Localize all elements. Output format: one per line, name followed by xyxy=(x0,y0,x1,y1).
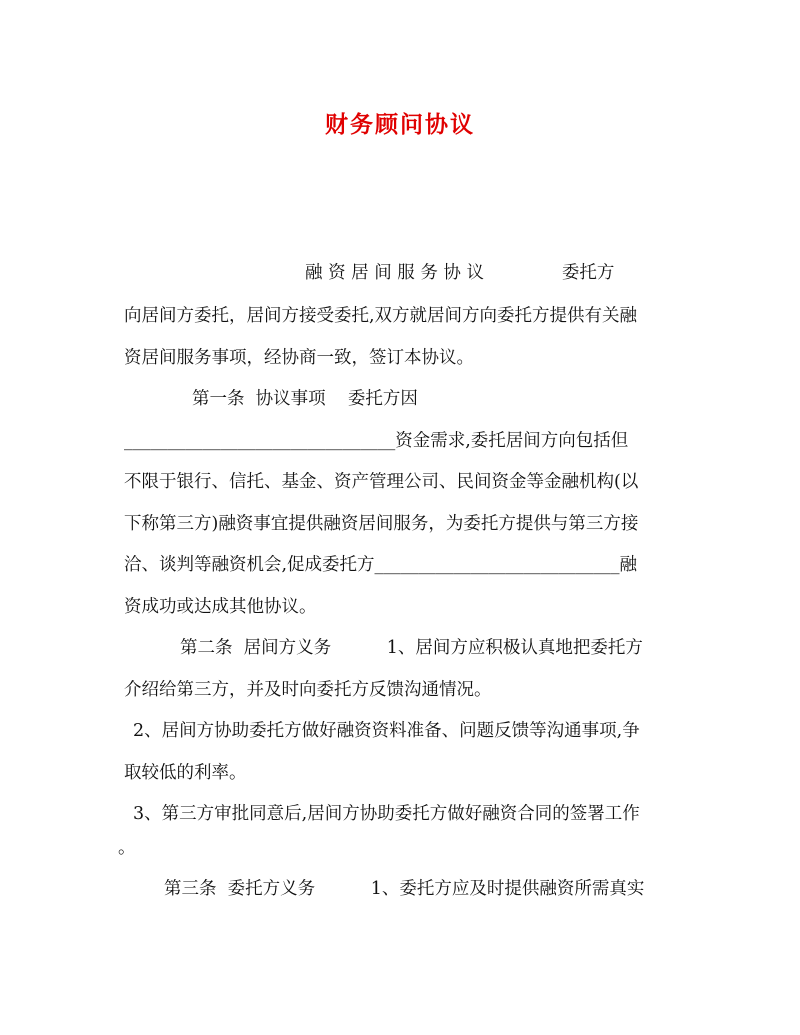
body-line: 介绍给第三方，并及时向委托方反馈沟通情况。 xyxy=(124,680,492,700)
body-line: 向居间方委托，居间方接受委托,双方就居间方向委托方提供有关融 xyxy=(124,306,638,326)
body-line: 第一条 协议事项 委托方因 xyxy=(192,389,418,409)
body-line: 取较低的利率。 xyxy=(124,763,247,783)
body-line: 融 资 居 间 服 务 协 议 委托方 xyxy=(305,263,615,283)
body-line: 第二条 居间方义务 1、居间方应积极认真地把委托方 xyxy=(180,638,643,658)
body-line: 不限于银行、信托、基金、资产管理公司、民间资金等金融机构(以 xyxy=(124,472,639,492)
body-line: 。 xyxy=(118,838,136,858)
body-line: 资居间服务事项，经协商一致，签订本协议。 xyxy=(124,348,474,368)
body-line: 3、第三方审批同意后,居间方协助委托方做好融资合同的签署工作 xyxy=(133,804,640,824)
document-title: 财务顾问协议 xyxy=(325,111,475,138)
body-line: _______________________________资金需求,委托居间方向包括但 xyxy=(124,431,629,451)
body-line: 2、居间方协助委托方做好融资资料准备、问题反馈等沟通事项,争 xyxy=(133,721,640,741)
body-line: 洽、谈判等融资机会,促成委托方____________________________融 xyxy=(124,555,638,575)
body-line: 资成功或达成其他协议。 xyxy=(124,597,317,617)
body-line: 第三条 委托方义务 1、委托方应及时提供融资所需真实 xyxy=(164,879,645,899)
body-line: 下称第三方)融资事宜提供融资居间服务，为委托方提供与第三方接 xyxy=(124,514,639,534)
